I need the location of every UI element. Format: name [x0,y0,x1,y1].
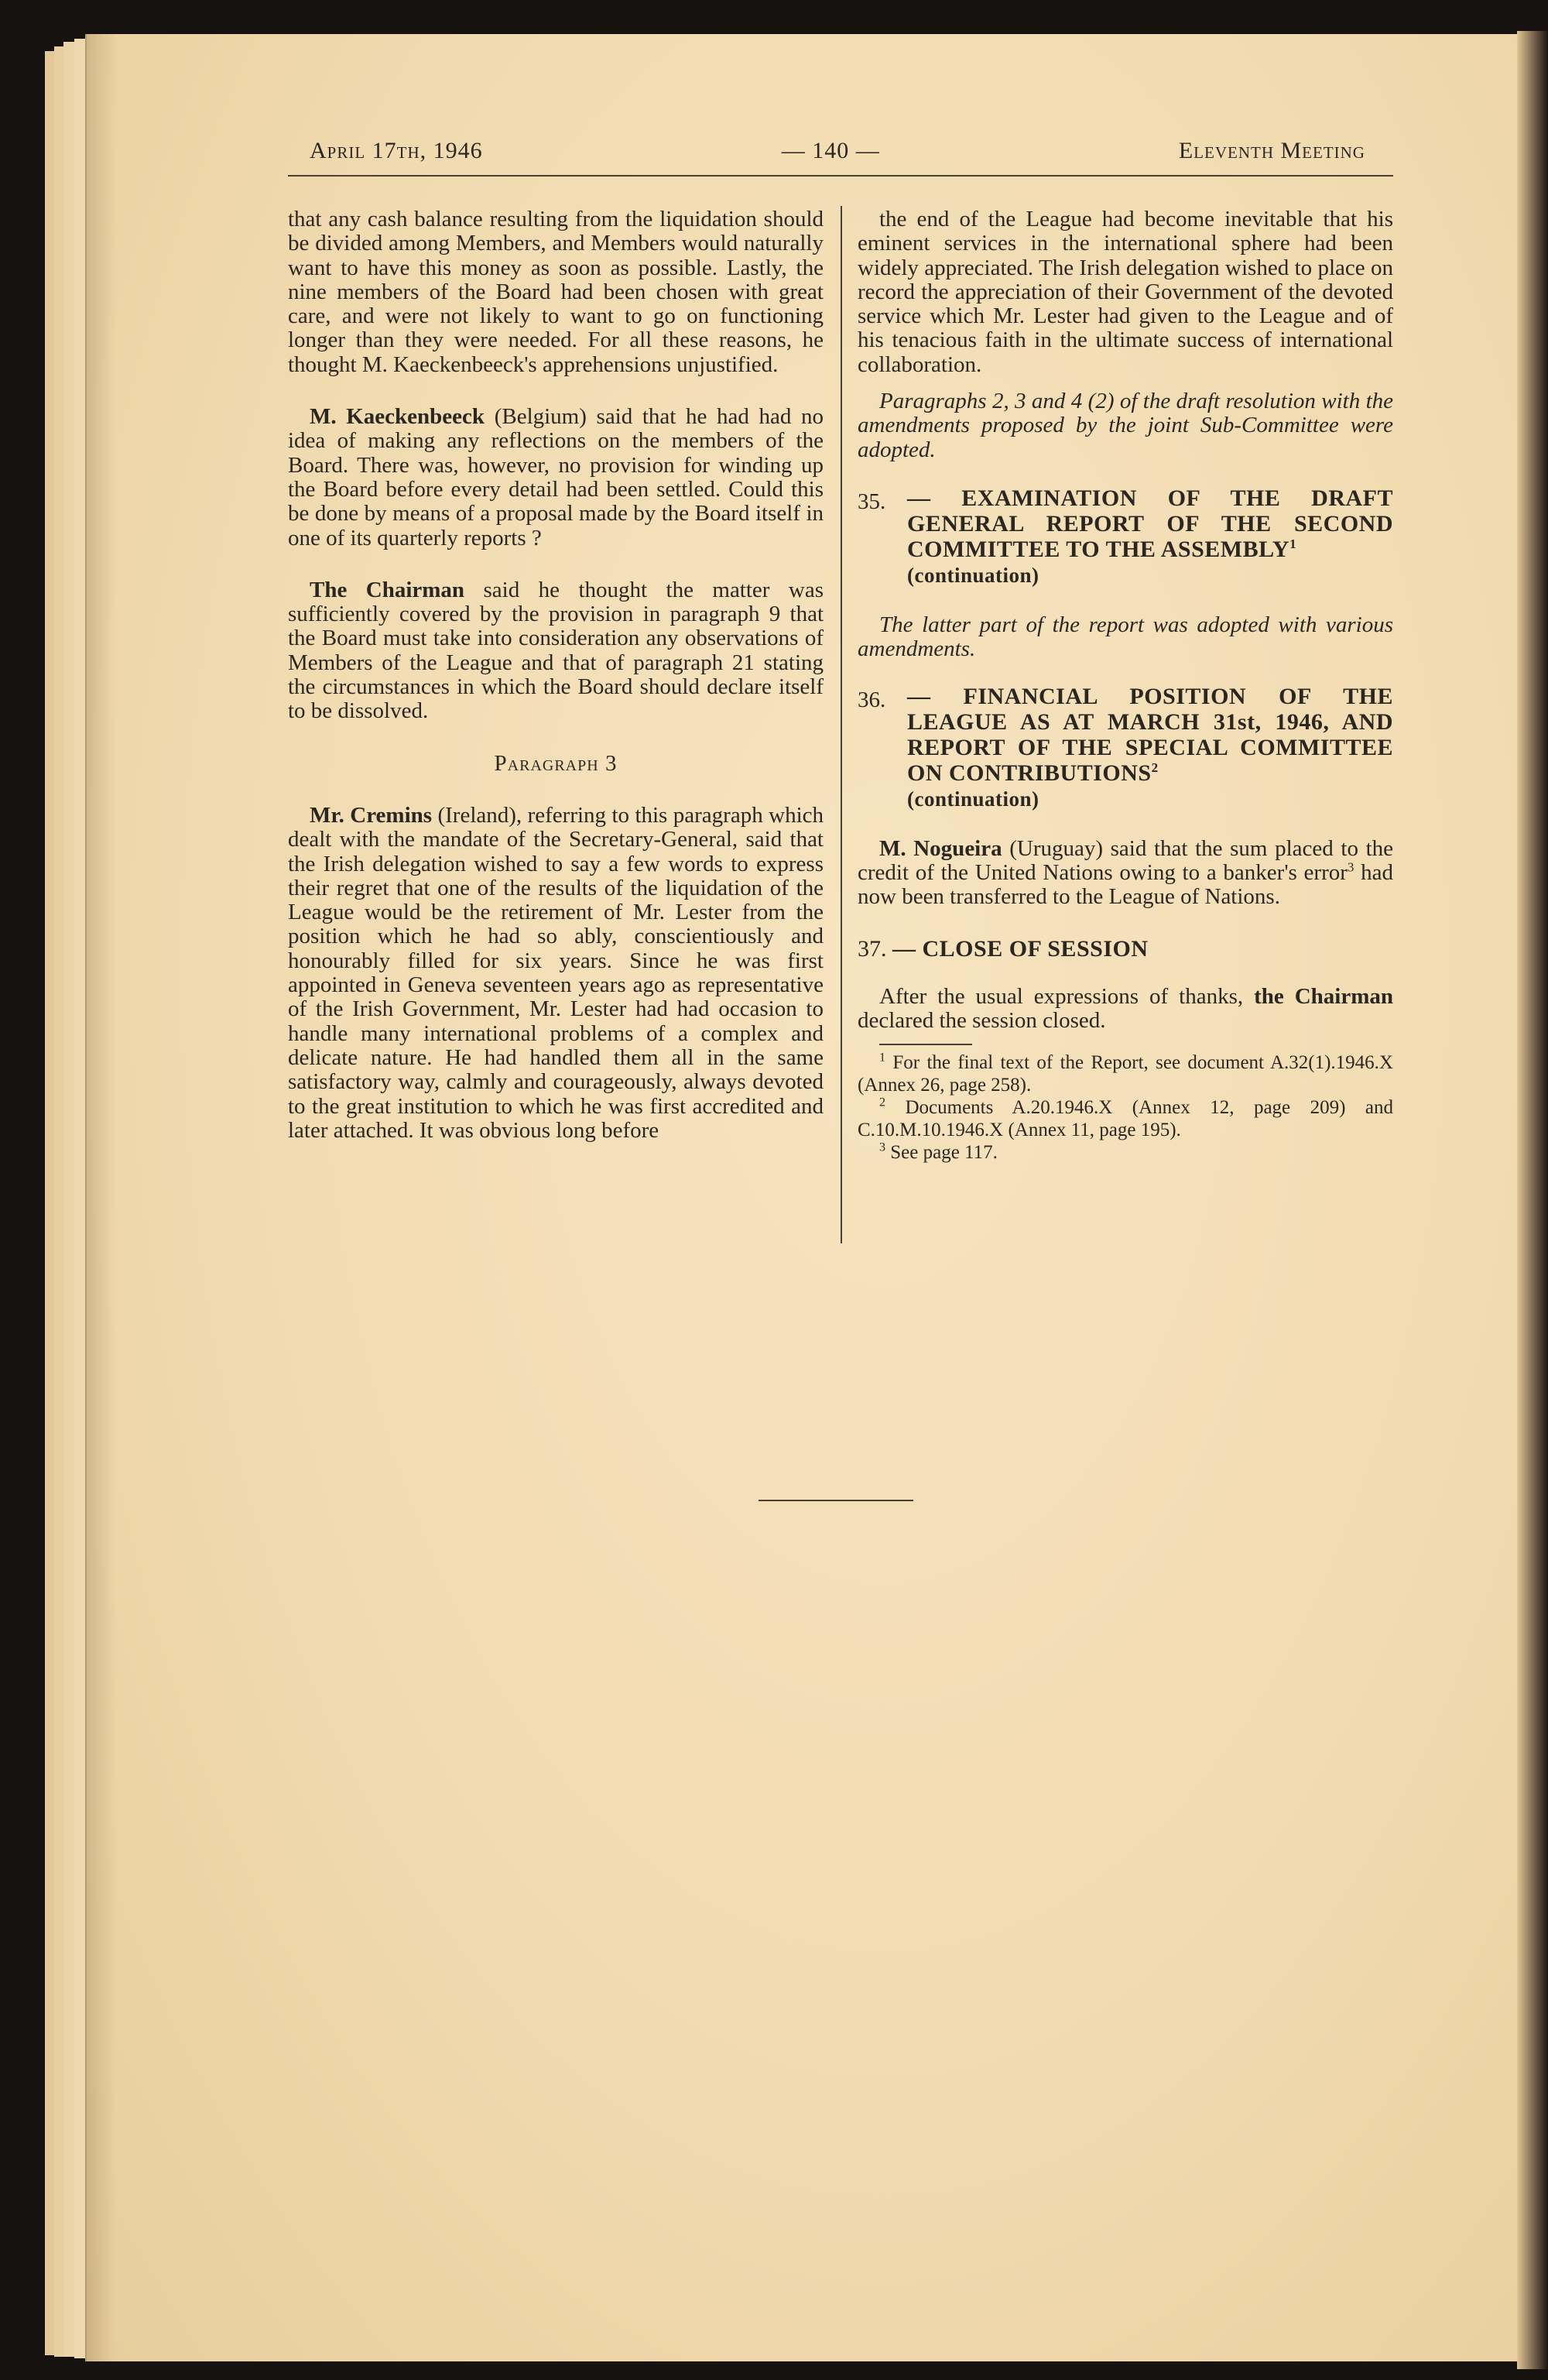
speaker-name: Mr. Cremins [310,802,433,828]
footnote-ref: 3 [1347,859,1354,875]
speaker-name: M. Kaeckenbeeck [310,404,485,430]
section-title-text: — FINANCIAL POSITION OF THE LEAGUE AS AT MARCH 31st, 1946, AND REPORT OF THE SPECIAL COMMITTEE ON CONTRIBUTIONS [907,683,1393,786]
paragraph: the end of the League had become inevitable that his eminent services in the international sphere had been widely appreciated. The Irish delegation wished to place on record the appreciation of their Government of the devoted service which Mr. Lester had given to the League and of his tenacious faith in the ultimate success of international collaboration. [858,207,1393,377]
header-date: April 17th, 1946 [310,138,483,163]
footnote-rule [879,1044,972,1045]
footnote [858,1141,1393,1164]
footnote [858,1051,1393,1096]
paragraph [288,578,824,724]
speaker-name: The Chairman [310,577,465,602]
footnote-text: See page 117. [885,1142,998,1164]
resolution-note: The latter part of the report was adopted with various amendments. [858,612,1393,662]
header-meeting: Eleventh Meeting [1178,138,1365,163]
continuation: (continuation) [907,563,1039,587]
paragraph [288,804,824,1143]
paragraph-text: (Ireland), referring to this paragraph which dealt with the mandate of the Secretary-General, said that the Irish delegation wished to say a few words to express their regret that one of the results of the liquidation of the League would be the retirement of Mr. Lester from the position which he had so ably, conscientiously and honourably filled for six years. Since he was first appointed in Geneva seventeen years ago as representative of the Irish Government, Mr. Lester had had occasion to handle many international problems of a complex and delicate nature. He had handled them all in the same satisfactory way, calmly and courageously, always devoted to the great institution to which he was first accredited and later attached. It was obvious long before [288,802,824,1143]
footnote-text: Documents A.20.1946.X (Annex 12, page 209) and C.10.M.10.1946.X (Annex 11, page 195). [858,1097,1393,1141]
subheading: Paragraph 3 [494,750,618,776]
footnote-mark: 1 [879,1051,885,1065]
section-number: 37. [858,936,887,962]
paragraph-text: (Uruguay) said that the sum placed to the credit of the United Nations owing to a banker's error [858,835,1393,885]
section-35-heading [858,485,1393,588]
paragraph-text: (Belgium) said that he had had no idea of making any reflections on the members of the Board. There was, however, no provision for winding up the Board before every detail had been settled. Could this be done by means of a proposal made by the Board itself in one of its quarterly reports ? [288,404,824,550]
footnote-text: For the final text of the Report, see document A.32(1).1946.X (Annex 26, page 258). [858,1052,1393,1096]
paragraph-text: had now been transferred to the League of Nations. [858,859,1393,910]
paragraph: that any cash balance resulting from the liquidation should be divided among Members, and Members would naturally want to have this money as soon as possible. Lastly, the nine members of the Board had been chosen with great care, and were not likely to want to go on functioning longer than they were needed. For all these reasons, he thought M. Kaeckenbeeck's apprehensions unjustified. [288,207,824,377]
footnote [858,1096,1393,1141]
column-divider [841,206,842,1243]
right-column [858,207,1393,1164]
left-column [288,207,824,1171]
section-title [907,684,1393,812]
section-37-heading [858,937,1393,961]
gutter-shadow [85,34,116,2361]
footnote-mark: 3 [879,1141,885,1155]
footnote-ref: 2 [1151,760,1159,775]
paragraph-text: After the usual expressions of thanks, [879,983,1255,1009]
section-36-heading [858,684,1393,812]
section-title [907,485,1393,588]
continuation: (continuation) [907,787,1039,811]
section-number: 35. [858,489,886,514]
footnote-mark: 2 [879,1096,885,1110]
resolution-note: Paragraphs 2, 3 and 4 (2) of the draft resolution with the amendments proposed by the joint Sub-Committee were adopted. [858,389,1393,462]
section-title: — CLOSE OF SESSION [892,936,1149,962]
header-page-number: — 140 — [781,138,880,163]
paragraph [858,985,1393,1034]
speaker-name: the Chairman [1254,983,1393,1009]
footnote-ref: 1 [1289,536,1297,551]
section-title-text: — EXAMINATION OF THE DRAFT GENERAL REPORT OF THE SECOND COMMITTEE TO THE ASSEMBLY [907,485,1393,562]
header-rule [288,175,1393,177]
speaker-name: M. Nogueira [879,835,1002,861]
paragraph [288,405,824,550]
paragraph-text: said he thought the matter was sufficiently covered by the provision in paragraph 9 that the Board must take into consideration any observations of Members of the League and that of paragraph 21 stating the circumstances in which the Board should declare itself to be dissolved. [288,577,824,724]
paragraph-text: declared the session closed. [858,1008,1106,1034]
section-number: 36. [858,687,886,712]
page-right-edge [1517,31,1548,2369]
paragraph [858,837,1393,910]
end-of-text-rule [759,1500,913,1501]
running-header [310,138,1365,169]
